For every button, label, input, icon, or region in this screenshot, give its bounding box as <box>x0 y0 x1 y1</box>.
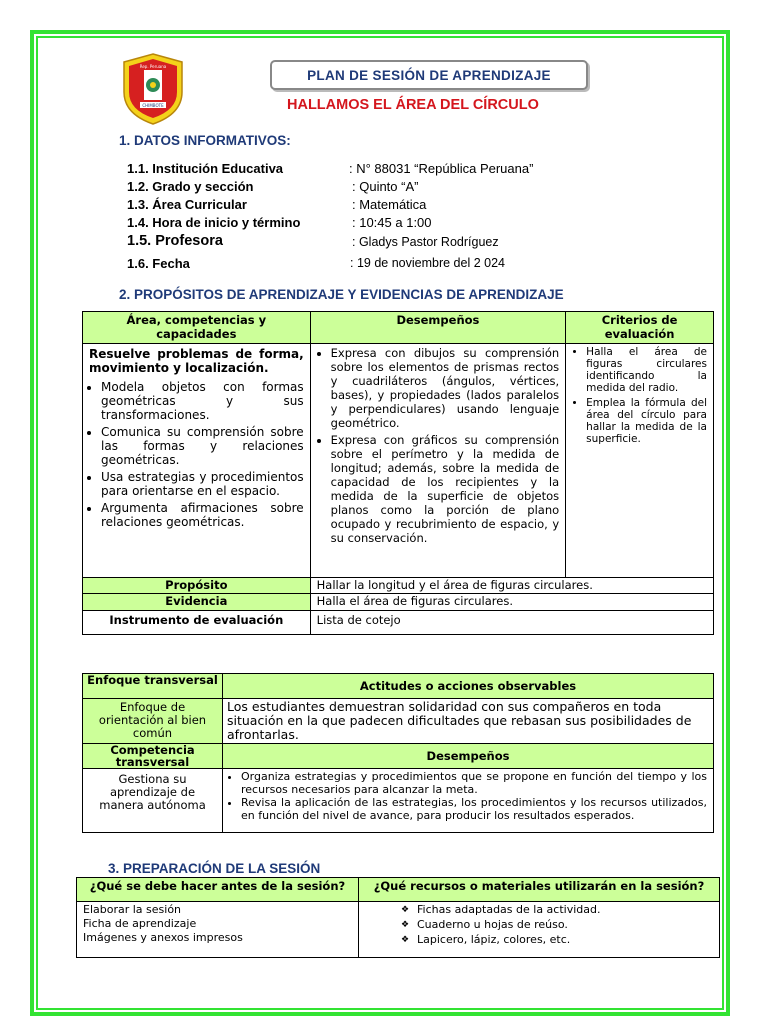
instrumento-value: Lista de cotejo <box>310 611 713 635</box>
section-3-heading: 3. PREPARACIÓN DE LA SESIÓN <box>108 861 321 876</box>
section-1-heading: 1. DATOS INFORMATIVOS: <box>119 133 291 148</box>
logo-text-bottom: CHIMBOTE <box>142 103 164 108</box>
enfoque-name: Enfoque de orientación al bien común <box>83 699 223 744</box>
criterio-item: • Emplea la fórmula del área del círculo para hallar la medida de la superficie. <box>586 397 707 445</box>
criterios-cell <box>566 344 714 578</box>
col-header-area: Área, competencias y capacidades <box>83 312 311 344</box>
info-label-3: 1.3. Área Curricular <box>127 197 247 212</box>
page-title: PLAN DE SESIÓN DE APRENDIZAJE <box>270 60 588 90</box>
proposito-label: Propósito <box>83 578 311 594</box>
evidencia-value: Halla el área de figuras circulares. <box>310 594 713 611</box>
section-2-heading: 2. PROPÓSITOS DE APRENDIZAJE Y EVIDENCIAS DE APRENDIZAJE <box>119 287 564 302</box>
enfoque-table <box>82 673 714 833</box>
desempenos-transversal-cell <box>223 769 714 833</box>
capacidad-item: • Modela objetos con formas geométricas y sus transformaciones. <box>101 380 304 422</box>
col-header-criterios: Criterios de evaluación <box>566 312 714 344</box>
info-value-2: : Quinto “A” <box>352 179 419 194</box>
antes-item: Elaborar la sesión <box>83 903 182 916</box>
info-value-4: : 10:45 a 1:00 <box>352 215 432 230</box>
info-label-1: 1.1. Institución Educativa <box>127 161 284 176</box>
actitud-text: Los estudiantes demuestran solidaridad con sus compañeros en toda situación en la que padecen dificultades que rebasan sus posibilidades de afrontarlas. <box>223 699 714 744</box>
recurso-item: ❖ Fichas adaptadas de la actividad. <box>413 902 713 917</box>
competencia-transversal-name: Gestiona su aprendizaje de manera autónoma <box>83 769 223 833</box>
desempenos-cell <box>310 344 566 578</box>
capacidad-item: • Usa estrategias y procedimientos para orientarse en el espacio. <box>101 470 304 498</box>
info-value-6: : 19 de noviembre del 2 024 <box>350 256 505 270</box>
info-label-6: 1.6. Fecha <box>127 256 190 271</box>
info-value-1: : N° 88031 “República Peruana” <box>349 161 534 176</box>
info-value-5: : Gladys Pastor Rodríguez <box>352 235 499 249</box>
desempeno-item: • Expresa con dibujos su comprensión sobre los elementos de prismas rectos y cuadriláteros (ángulos, vértices, bases), y propiedades (lados paralelos y perpendiculares) usando lenguaje geométrico. <box>331 346 560 430</box>
session-subtitle: HALLAMOS EL ÁREA DEL CÍRCULO <box>287 97 539 113</box>
recurso-item: ❖ Lapicero, lápiz, colores, etc. <box>413 932 713 947</box>
desempeno-transversal-item: • Revisa la aplicación de las estrategias, los procedimientos y los recursos utilizados, en función del nivel de avance, para producir los resultados esperados. <box>241 796 707 822</box>
logo-text-top: Rep. Peruana <box>139 64 167 69</box>
desempeno-transversal-item: • Organiza estrategias y procedimientos que se propone en función del tiempo y los recursos necesarios para alcanzar la meta. <box>241 770 707 796</box>
instrumento-label: Instrumento de evaluación <box>83 611 311 635</box>
school-shield-emblem-icon <box>120 52 186 126</box>
competencias-cell <box>83 344 311 578</box>
antes-item: Imágenes y anexos impresos <box>83 931 243 944</box>
recursos-cell <box>359 902 720 958</box>
recurso-item: ❖ Cuaderno u hojas de reúso. <box>413 917 713 932</box>
col-header-desempenos: Desempeños <box>310 312 566 344</box>
info-label-5: 1.5. Profesora <box>127 233 223 249</box>
desempeno-item: • Expresa con gráficos su comprensión sobre el perímetro y la medida de longitud; además, sobre la medida de capacidad de los recipientes y la medida de la superficie de objetos planos como la porción de plano ocupado y recubrimiento de espacio, y su conservación. <box>331 433 560 545</box>
antes-item: Ficha de aprendizaje <box>83 917 197 930</box>
competencia-title: Resuelve problemas de forma, movimiento y localización. <box>89 347 304 375</box>
info-label-4: 1.4. Hora de inicio y término <box>127 215 301 230</box>
propositos-table <box>82 311 714 635</box>
evidencia-label: Evidencia <box>83 594 311 611</box>
enfoque-header: Enfoque transversal <box>83 674 223 699</box>
capacidad-item: • Argumenta afirmaciones sobre relaciones geométricas. <box>101 501 304 529</box>
preparacion-table <box>76 877 720 958</box>
actitudes-header: Actitudes o acciones observables <box>223 674 714 699</box>
criterio-item: • Halla el área de figuras circulares identificando la medida del radio. <box>586 346 707 394</box>
antes-cell <box>77 902 359 958</box>
competencia-transversal-header: Competencia transversal <box>83 744 223 769</box>
info-value-3: : Matemática <box>352 197 427 212</box>
info-label-2: 1.2. Grado y sección <box>127 179 254 194</box>
recursos-header: ¿Qué recursos o materiales utilizarán en la sesión? <box>359 878 720 902</box>
proposito-value: Hallar la longitud y el área de figuras circulares. <box>310 578 713 594</box>
antes-header: ¿Qué se debe hacer antes de la sesión? <box>77 878 359 902</box>
desempenos-header-2: Desempeños <box>223 744 714 769</box>
capacidad-item: • Comunica su comprensión sobre las formas y relaciones geométricas. <box>101 425 304 467</box>
